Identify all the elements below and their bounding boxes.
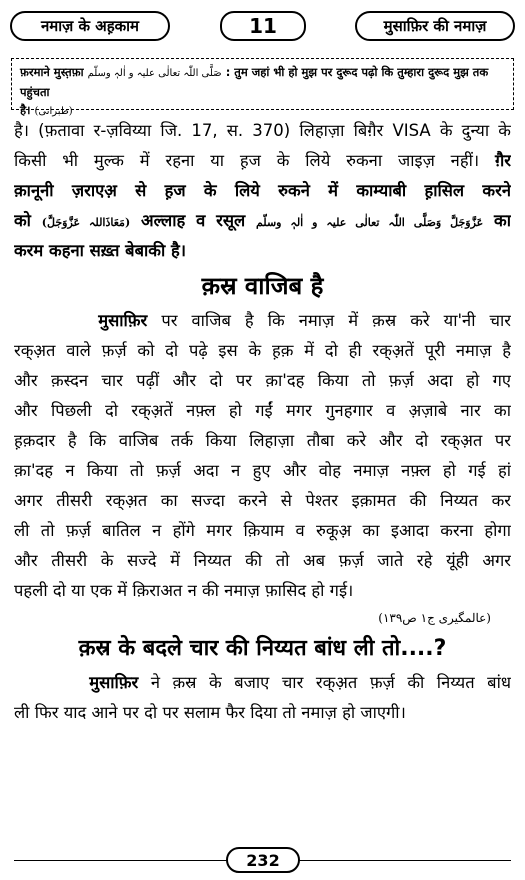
p3-line-2: ली फिर याद आने पर दो पर सलाम फैर दिया तो नमाज़ हो जाएगी। (14, 703, 406, 722)
hadith-text: : तुम जहां भी हो मुझ पर दुरूद पढ़ो कि तुम्हारा दुरूद मुझ तक पहुंचता (20, 65, 489, 99)
p2-lead-word: मुसाफ़िर (98, 311, 148, 330)
p2-line-6: क़ा'दह न किया तो फ़र्ज़ अदा न हुए और वोह नमाज़ नफ़्ल हो गई हां (14, 461, 511, 480)
p1-line-2-bold: ग़ैर (494, 151, 511, 170)
p2-line-10: पहली दो या एक में क़िराअत न की नमाज़ फ़ासिद हो गई। (14, 581, 354, 600)
page-body (14, 116, 511, 728)
page-header (6, 8, 519, 48)
p1-line-4-c: का (494, 211, 511, 230)
p1-line-5: करम कहना सख़्त बेबाकी है। (14, 241, 186, 260)
p2-line-9: और तीसरी के सज्दे में निय्यत की तो अब फ़र्ज़ जाते रहे यूंही अगर (14, 551, 511, 570)
p1-line-2-text: किसी भी मुल्क में रहना या ह़ज के लिये रुकना जाइज़ नहीं। (14, 151, 480, 170)
section-heading-qasr: क़स्र वाजिब है (201, 272, 324, 300)
p2-line-3: और क़स्दन चार पढ़ीं और दो पर क़ा'दह किया तो फ़र्ज़ अदा हो गए (14, 371, 511, 390)
p2-line-1-text: पर वाजिब है कि नमाज़ में क़स्र करे या'नी चार (161, 311, 511, 330)
p2-line-4: और पिछली दो रक्अ़तें नफ़्ल हो गईं मगर गुनहगार व अ़ज़ाबे नार का (14, 401, 511, 420)
p2-line-5: ह़क़दार है कि वाजिब तर्क किया लिहाज़ा तौबा करे और दो रक्अ़त पर (14, 431, 511, 450)
book-title-label: नमाज़ के अह़काम (10, 11, 170, 41)
p3-lead-word: मुसाफ़िर (89, 673, 139, 692)
hadith-salutation: صَلَّی اللّٰہ تعالٰی علیہ و اٰلہٖ وسلّم (87, 68, 222, 79)
p1-line-3: क़ानूनी ज़राएअ़ से ह़ज के लिये रुकने में काम्याबी ह़ासिल करने (14, 181, 511, 200)
p1-line-4 (14, 206, 511, 236)
p1-line-1: है। (फ़तावा र-ज़विय्या जि. 17, स. 370) लिहाज़ा बिग़ैर VISA के दुन्या के (14, 121, 511, 140)
footer-page-number: 232 (226, 847, 300, 873)
section-heading-four-niyyat: क़स्र के बदले चार की निय्यत बांध ली तो....? (78, 636, 447, 661)
p2-line-1 (14, 306, 511, 336)
hadith-line-1 (20, 63, 505, 101)
hadith-source: (طبرانی) (34, 106, 73, 117)
p1-line-4-a: को (14, 211, 31, 230)
p2-line-2: रक्अ़त वाले फ़र्ज़ को दो पढ़े इस के ह़क़ में दो ही रक्अ़तें पूरी नमाज़ है (14, 341, 511, 360)
hadith-label: फ़रमाने मुस्त़फ़ा (20, 65, 84, 79)
chapter-title-label: मुसाफ़िर की नमाज़ (355, 11, 515, 41)
p2-line-8: ली तो फ़र्ज़ बातिल न होंगे मगर क़ियाम व रुकूअ़ का इआदा करना होगा (14, 521, 511, 540)
hadith-banner (11, 58, 514, 117)
reference-citation: (عالمگیری ج۱ ص۱۳۹) (378, 611, 491, 625)
p1-line-4-arabic-1: (مَعَاذَاللہ عَزَّوَجَلَّ) (41, 216, 131, 229)
chapter-page-number: 11 (220, 11, 306, 41)
p2-line-7: अगर तीसरी रक्अ़त का सज्दा करने से पेश्तर इक़ामत की निय्यत कर (14, 491, 511, 510)
p3-line-1-text: ने क़स्र के बजाए चार रक्अ़त फ़र्ज़ की निय्यत बांध (150, 673, 511, 692)
p1-line-4-b: अल्लाह व रसूल (140, 211, 246, 230)
hadith-text-end: है। (20, 103, 31, 117)
p1-line-2 (14, 146, 511, 176)
p1-line-4-arabic-2: عَزَّوَجَلَّ وَصَلَّی اللّٰہ تعالٰی علیہ و اٰلہٖ وسلّم (255, 216, 484, 229)
p3-line-1 (14, 668, 511, 698)
